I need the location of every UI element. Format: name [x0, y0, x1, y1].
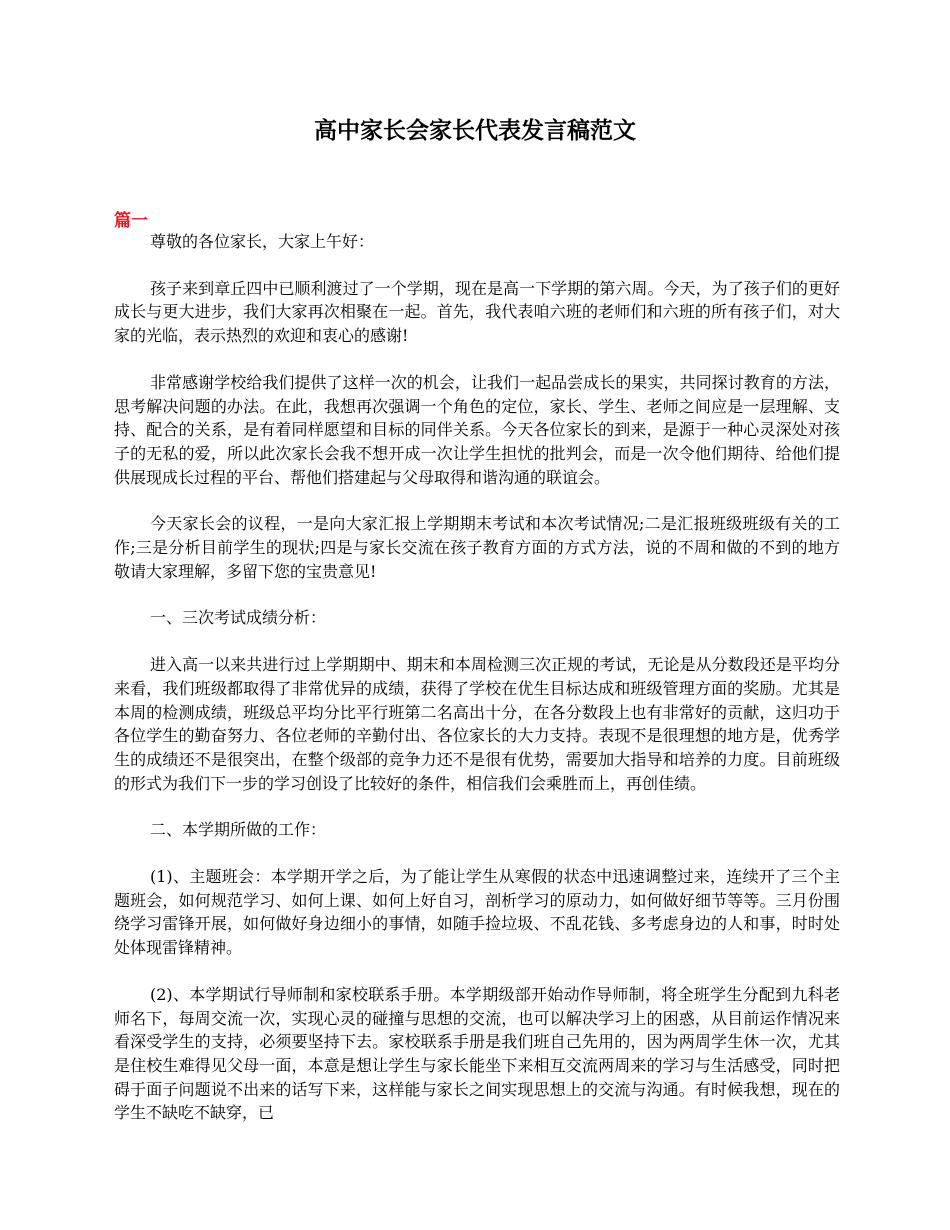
paragraph: 非常感谢学校给我们提供了这样一次的机会，让我们一起品尝成长的果实，共同探讨教育的方法，思考解决问题的办法。在此，我想再次强调一个角色的定位，家长、学生、老师之间应是一层理解、支持、配合的关系，是有着同样愿望和目标的同伴关系。今天各位家长的到来，是源于一种心灵深处对孩子的无私的爱，所以此次家长会我不想开成一次让学生担忧的批判会，而是一次令他们期待、给他们提供展现成长过程的平台、帮他们搭建起与父母取得和谐沟通的联谊会。 [114, 372, 840, 487]
paragraph-greeting: 尊敬的各位家长，大家上午好： [150, 232, 375, 251]
paragraph: (1)、主题班会：本学期开学之后，为了能让学生从寒假的状态中迅速调整过来，连续开了三个主题班会，如何规范学习、如何上课、如何上好自习，剖析学习的原动力，如何做好细节等等。三月份围绕学习雷锋开展，如何做好身边细小的事情，如随手捡垃圾、不乱花钱、多考虑身边的人和事，时时处处体现雷锋精神。 [114, 867, 840, 958]
paragraph: 进入高一以来共进行过上学期期中、期末和本周检测三次正规的考试，无论是从分数段还是平均分来看，我们班级都取得了非常优异的成绩，获得了学校在优生目标达成和班级管理方面的奖励。尤其是本周的检测成绩，班级总平均分比平行班第二名高出十分，在各分数段上也有非常好的贡献，这归功于各位学生的勤奋努力、各位老师的辛勤付出、各位家长的大力支持。表现不是很理想的地方是，优秀学生的成绩还不是很突出，在整个级部的竞争力还不是很有优势，需要加大指导和培养的力度。目前班级的形式为我们下一步的学习创设了比较好的条件，相信我们会乘胜而上，再创佳绩。 [114, 655, 840, 793]
document-body [114, 230, 840, 1148]
paragraph: 孩子来到章丘四中已顺利渡过了一个学期，现在是高一下学期的第六周。今天，为了孩子们的更好成长与更大进步，我们大家再次相聚在一起。首先，我代表咱六班的老师们和六班的所有孩子们，对大家的光临，表示热烈的欢迎和衷心的感谢! [114, 278, 840, 346]
document-title: 高中家长会家长代表发言稿范文 [314, 118, 636, 144]
paragraph: (2)、本学期试行导师制和家校联系手册。本学期级部开始动作导师制，将全班学生分配到九科老师名下，每周交流一次，实现心灵的碰撞与思想的交流，也可以解决学习上的困惑，从目前运作情况来看深受学生的支持，必须要坚持下去。家校联系手册是我们班自己先用的，因为两周学生休一次，尤其是住校生难得见父母一面，本意是想让学生与家长能坐下来相互交流两周来的学习与生活感受，同时把碍于面子问题说不出来的话写下来，这样能与家长之间实现思想上的交流与沟通。有时候我想，现在的学生不缺吃不缺穿，已 [114, 984, 840, 1123]
section-heading: 一、三次考试成绩分析： [150, 608, 327, 628]
section-label: 篇一 [114, 211, 148, 231]
section-heading: 二、本学期所做的工作： [150, 820, 327, 840]
paragraph: 今天家长会的议程，一是向大家汇报上学期期末考试和本次考试情况;二是汇报班级班级有关的工作;三是分析目前学生的现状;四是与家长交流在孩子教育方面的方式方法，说的不周和做的不到的地方敬请大家理解，多留下您的宝贵意见! [114, 514, 840, 581]
